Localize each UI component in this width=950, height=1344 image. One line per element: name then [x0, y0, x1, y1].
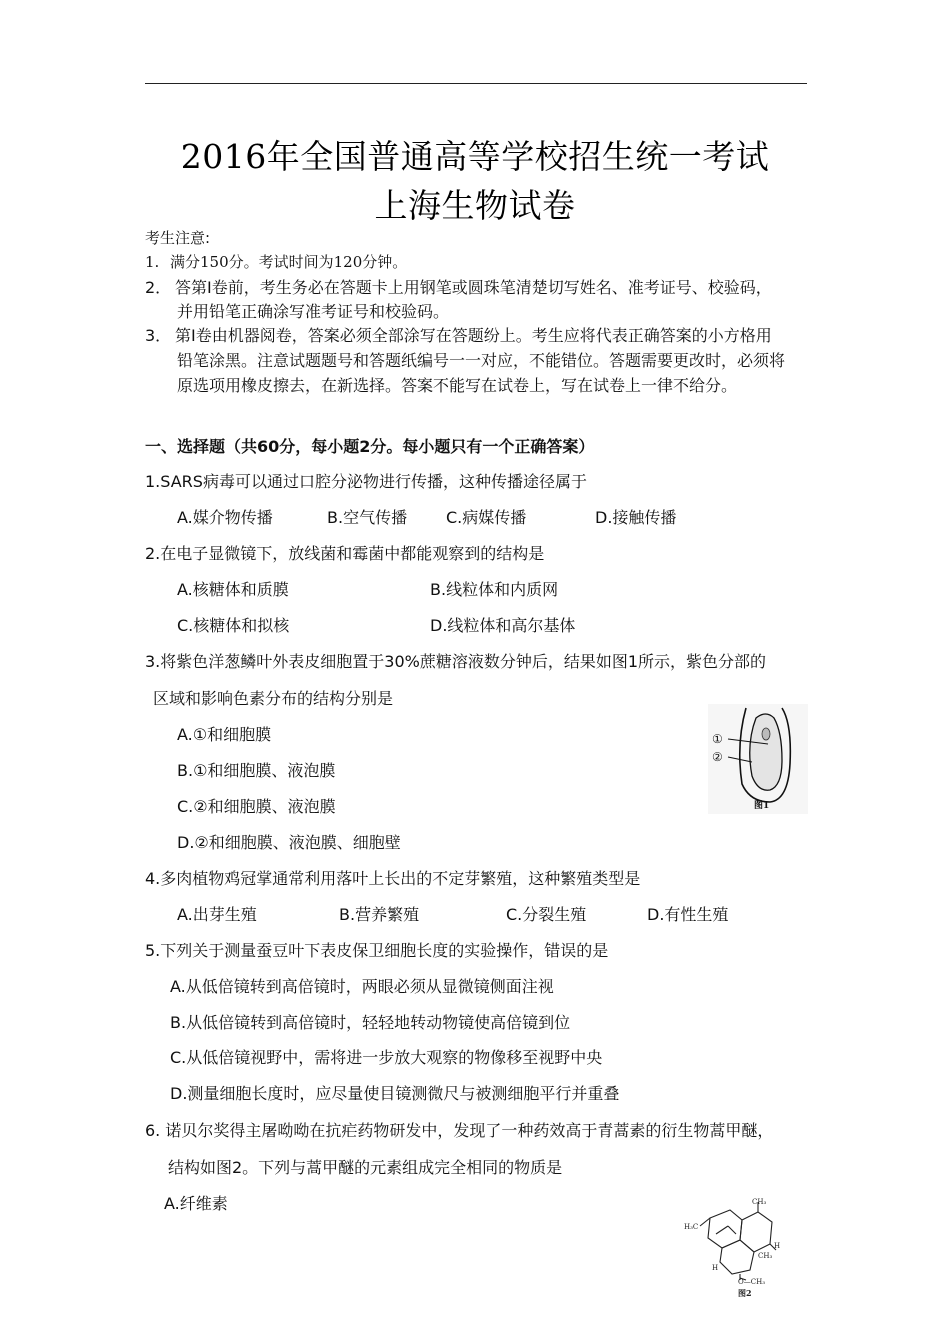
q3-stem-line-2: 区域和影响色素分布的结构分别是: [153, 689, 394, 708]
q5-option-a: A.从低倍镜转到高倍镜时，两眼必须从显微镜侧面注视: [170, 977, 554, 996]
q2-option-d: D.线粒体和高尔基体: [430, 616, 576, 635]
q3-stem-line-1: 3.将紫色洋葱鳞叶外表皮细胞置于30%蔗糖溶液数分钟后，结果如图1所示，紫色分部的: [145, 652, 767, 671]
q3-option-a: A.①和细胞膜: [177, 725, 272, 744]
figure-2-label-h-left: H: [712, 1264, 719, 1272]
notice-item-1-num: 1.: [145, 253, 160, 271]
notice-item-3-line-2: 铅笔涂黑。注意试题题号和答题纸编号一一对应，不能错位。答题需要更改时，必须将: [177, 351, 786, 370]
q4-option-b: B.营养繁殖: [339, 905, 420, 924]
figure-2-label-h3c: H₃C: [684, 1223, 699, 1231]
q4-option-c: C.分裂生殖: [506, 905, 587, 924]
q5-option-b: B.从低倍镜转到高倍镜时，轻轻地转动物镜使高倍镜到位: [170, 1013, 571, 1032]
q5-stem: 5.下列关于测量蚕豆叶下表皮保卫细胞长度的实验操作，错误的是: [145, 941, 609, 960]
notice-item-3-line-3: 原选项用橡皮擦去，在新选择。答案不能写在试卷上，写在试卷上一律不给分。: [177, 376, 738, 395]
q6-stem-line-2: 结构如图2。下列与蒿甲醚的元素组成完全相同的物质是: [168, 1158, 563, 1177]
onion-cell-diagram: [708, 704, 808, 814]
q2-stem: 2.在电子显微镜下，放线菌和霉菌中都能观察到的结构是: [145, 544, 545, 563]
q2-option-a: A.核糖体和质膜: [177, 580, 289, 599]
notice-item-3-num: 3．: [145, 326, 172, 345]
q6-option-a: A.纤维素: [164, 1194, 228, 1213]
q5-option-c: C.从低倍镜视野中，需将进一步放大观察的物像移至视野中央: [170, 1048, 603, 1067]
exam-subtitle: 上海生物试卷: [374, 186, 576, 225]
header-rule: [145, 83, 807, 84]
q1-stem: 1.SARS病毒可以通过口腔分泌物进行传播，这种传播途径属于: [145, 472, 587, 491]
artemether-structure: [682, 1196, 790, 1302]
figure-1-label-2: ②: [712, 750, 723, 764]
q1-option-a: A.媒介物传播: [177, 508, 273, 527]
q3-option-b: B.①和细胞膜、液泡膜: [177, 761, 336, 780]
figure-2-caption: 图2: [738, 1288, 752, 1298]
q6-stem-line-1: 6. 诺贝尔奖得主屠呦呦在抗疟药物研发中，发现了一种药效高于青蒿素的衍生物蒿甲醚，: [145, 1121, 774, 1140]
notice-item-2-num: 2．: [145, 278, 172, 297]
q2-option-b: B.线粒体和内质网: [430, 580, 559, 599]
section-1-heading: 一、选择题（共60分，每小题2分。每小题只有一个正确答案）: [145, 437, 595, 456]
q3-option-c: C.②和细胞膜、液泡膜: [177, 797, 336, 816]
q4-option-d: D.有性生殖: [647, 905, 729, 924]
q1-option-b: B.空气传播: [327, 508, 408, 527]
notice-heading: 考生注意:: [145, 229, 211, 247]
q4-stem: 4.多肉植物鸡冠掌通常利用落叶上长出的不定芽繁殖，这种繁殖类型是: [145, 869, 641, 888]
q5-option-d: D.测量细胞长度时，应尽量使目镜测微尺与被测细胞平行并重叠: [170, 1084, 620, 1103]
notice-item-3-line-1: 第Ⅰ卷由机器阅卷，答案必须全部涂写在答题纷上。考生应将代表正确答案的小方格用: [175, 326, 772, 345]
figure-1: [708, 704, 808, 814]
notice-item-2-line-2: 并用铅笔正确涂写准考证号和校验码。: [177, 302, 450, 321]
q1-option-c: C.病媒传播: [446, 508, 527, 527]
notice-item-2-line-1: 答第Ⅰ卷前，考生务必在答题卡上用钢笔或圆珠笔清楚切写姓名、准考证号、校验码，: [175, 278, 772, 297]
exam-title: 2016年全国普通高等学校招生统一考试: [180, 137, 770, 176]
figure-2-label-ch3-right: CH₃: [758, 1252, 773, 1260]
notice-item-1-line: 满分150分。考试时间为120分钟。: [170, 253, 408, 271]
figure-1-caption: 图1: [754, 801, 770, 811]
figure-2-label-o-ch3: O—CH₃: [738, 1278, 766, 1286]
q2-option-c: C.核糖体和拟核: [177, 616, 290, 635]
figure-2-label-ch3-top: CH₃: [752, 1198, 767, 1206]
figure-1-label-1: ①: [712, 732, 723, 746]
q4-option-a: A.出芽生殖: [177, 905, 257, 924]
figure-2-label-h-right: H: [774, 1242, 781, 1250]
figure-2: [682, 1196, 790, 1302]
q3-option-d: D.②和细胞膜、液泡膜、细胞壁: [177, 833, 401, 852]
q1-option-d: D.接触传播: [595, 508, 677, 527]
